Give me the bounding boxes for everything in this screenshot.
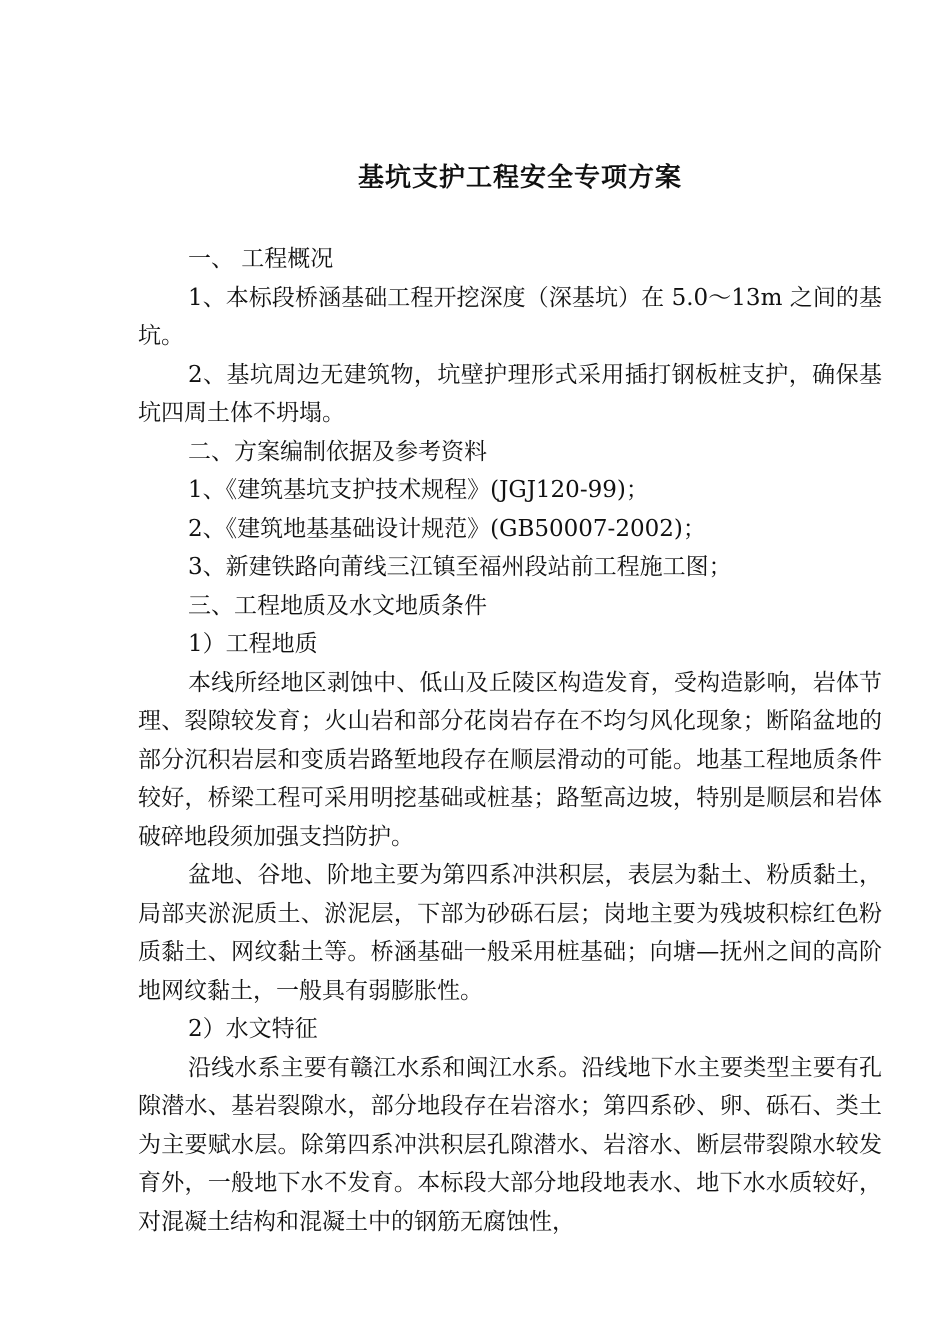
section-heading-geology: 三、工程地质及水文地质条件 xyxy=(188,592,487,619)
paragraph-geology-1: 本线所经地区剥蚀中、低山及丘陵区构造发育，受构造影响，岩体节理、裂隙较发育；火山岩和部分花岗岩存在不均匀风化现象；断陷盆地的部分沉积岩层和变质岩路堑地段存在顺层滑动的可能。地基工程地质条件较好，桥梁工程可采用明挖基础或桩基；路堑高边坡，特别是顺层和岩体破碎地段须加强支挡防护。 xyxy=(138,669,882,850)
reference-item-3: 3、新建铁路向莆线三江镇至福州段站前工程施工图； xyxy=(188,554,732,580)
document-title: 基坑支护工程安全专项方案 xyxy=(357,163,682,193)
paragraph-depth: 1、本标段桥涵基础工程开挖深度（深基坑）在 5.0～13m 之间的基坑。 xyxy=(138,284,882,349)
paragraph-geology-2: 盆地、谷地、阶地主要为第四系冲洪积层，表层为黏土、粉质黏土，局部夹淤泥质土、淤泥层，下部为砂砾石层；岗地主要为残坡积棕红色粉质黏土、网纹黏土等。桥涵基础一般采用桩基础；向塘—抚州之间的高阶地网纹黏土，一般具有弱膨胀性。 xyxy=(138,862,882,1004)
paragraph-hydrology: 沿线水系主要有赣江水系和闽江水系。沿线地下水主要类型主要有孔隙潜水、基岩裂隙水，部分地段存在岩溶水；第四系砂、卵、砾石、类土为主要赋水层。除第四系冲洪积层孔隙潜水、岩溶水、断层带裂隙水较发育外，一般地下水不发育。本标段大部分地段地表水、地下水水质较好，对混凝土结构和混凝土中的钢筋无腐蚀性， xyxy=(138,1054,882,1235)
section-heading-overview: 一、 工程概况 xyxy=(188,246,334,272)
document-body xyxy=(138,240,882,1241)
subheading-engineering-geology: 1）工程地质 xyxy=(188,631,318,657)
reference-item-2: 2、《建筑地基基础设计规范》(GB50007-2002)； xyxy=(188,515,706,542)
subheading-hydrology: 2）水文特征 xyxy=(188,1016,318,1042)
section-heading-basis: 二、方案编制依据及参考资料 xyxy=(188,438,487,465)
paragraph-support: 2、基坑周边无建筑物，坑壁护理形式采用插打钢板桩支护，确保基坑四周土体不坍塌。 xyxy=(138,361,882,426)
reference-item-1: 1、《建筑基坑支护技术规程》(JGJ120-99)； xyxy=(188,477,649,503)
